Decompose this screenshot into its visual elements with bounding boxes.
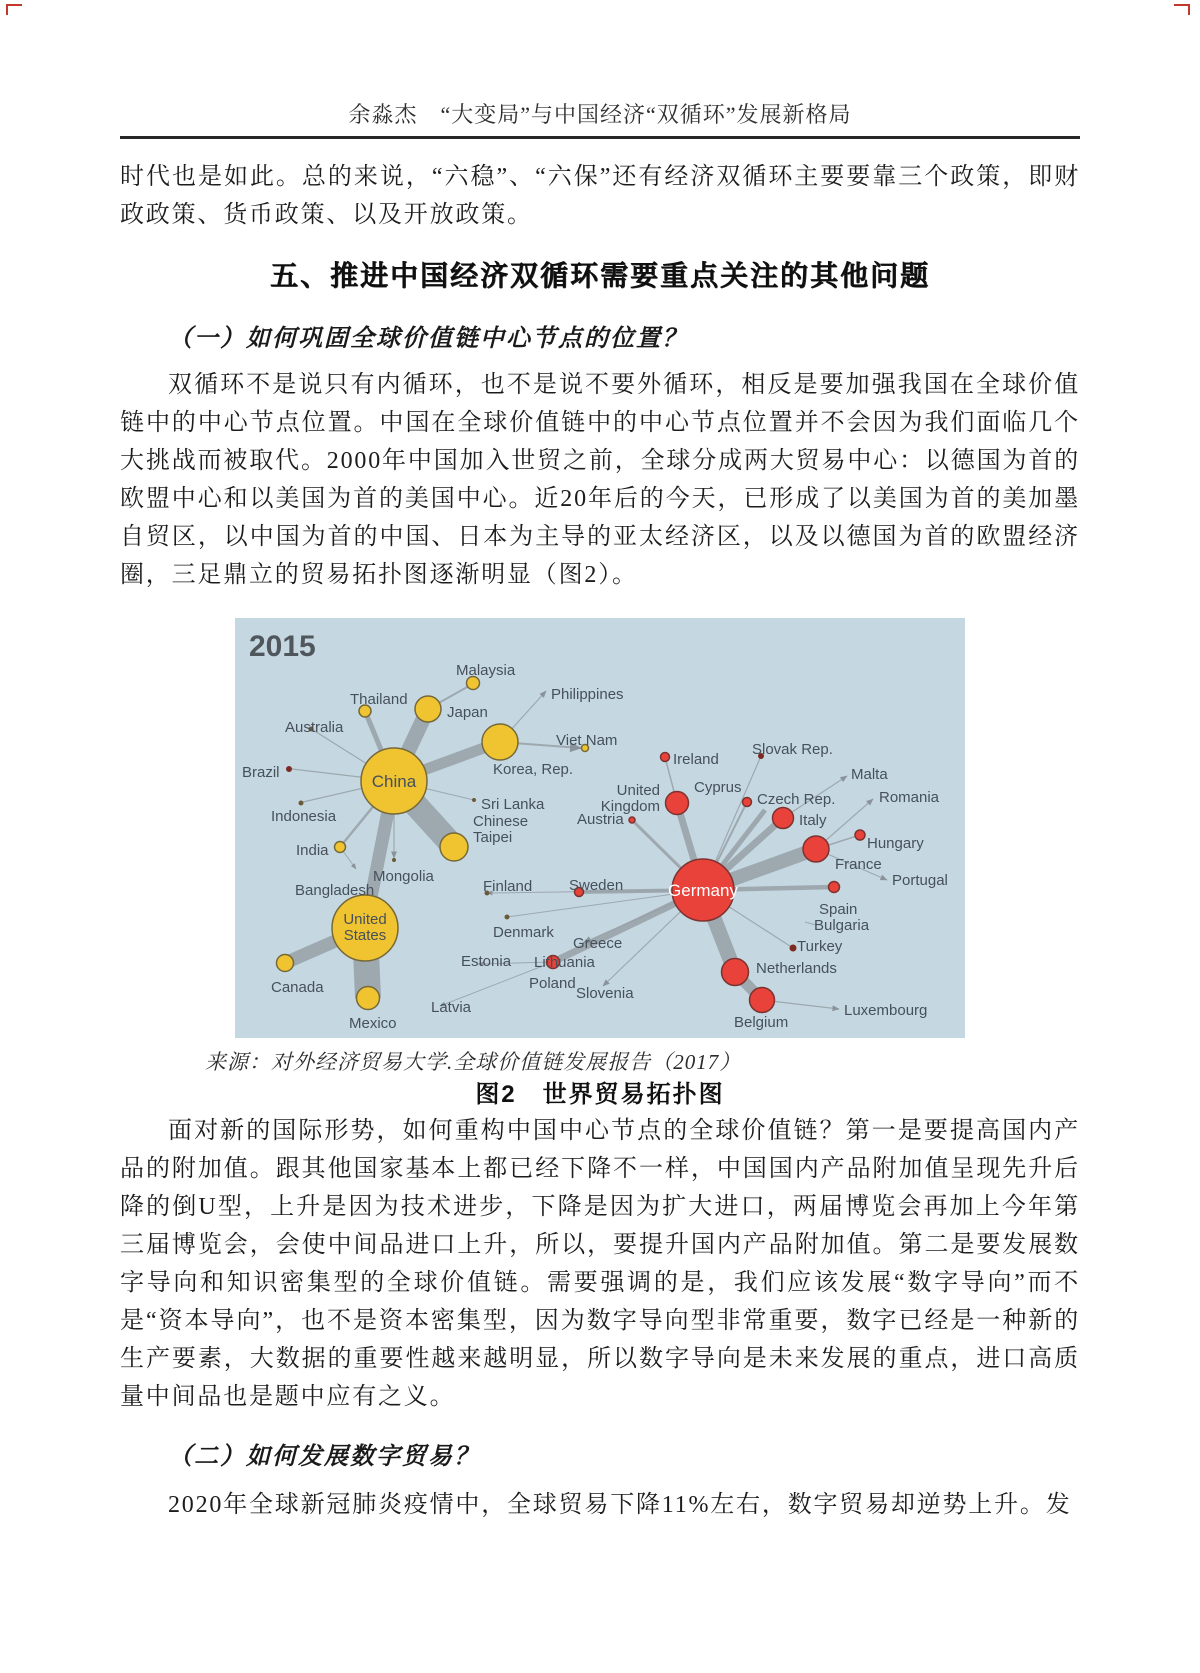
- svg-text:Lithuania: Lithuania: [534, 954, 595, 971]
- svg-text:Philippines: Philippines: [551, 686, 624, 703]
- svg-text:Mongolia: Mongolia: [373, 868, 434, 885]
- figure-2-trade-topology: [235, 618, 965, 1038]
- svg-text:Bangladesh: Bangladesh: [295, 882, 375, 899]
- paragraph-3: 2020年全球新冠肺炎疫情中，全球贸易下降11%左右，数字贸易却逆势上升。发: [168, 1492, 1072, 1518]
- svg-text:Viet Nam: Viet Nam: [556, 732, 618, 749]
- svg-text:Luxembourg: Luxembourg: [844, 1002, 928, 1019]
- crop-mark-top-right: [1174, 4, 1190, 15]
- svg-text:Netherlands: Netherlands: [756, 960, 837, 977]
- svg-text:Cyprus: Cyprus: [694, 779, 742, 796]
- svg-text:Japan: Japan: [447, 704, 488, 721]
- paragraph-intro: 时代也是如此。总的来说，“六稳”、“六保”还有经济双循环主要要靠三个政策，即财政政策、货币政策、以及开放政策。: [120, 164, 1080, 228]
- svg-text:France: France: [835, 856, 882, 873]
- svg-text:Austria: Austria: [577, 811, 624, 828]
- svg-text:Portugal: Portugal: [892, 872, 948, 889]
- svg-text:United: United: [343, 911, 387, 928]
- svg-text:Finland: Finland: [483, 878, 533, 895]
- svg-text:Latvia: Latvia: [431, 999, 472, 1016]
- crop-mark-top-left: [6, 4, 22, 15]
- svg-text:Indonesia: Indonesia: [271, 808, 337, 825]
- svg-text:Czech Rep.: Czech Rep.: [757, 791, 836, 808]
- svg-text:China: China: [371, 772, 417, 791]
- svg-text:Greece: Greece: [573, 935, 623, 952]
- svg-text:Denmark: Denmark: [493, 924, 554, 941]
- svg-text:Chinese: Chinese: [473, 813, 529, 830]
- svg-text:Bulgaria: Bulgaria: [814, 917, 870, 934]
- svg-text:Korea, Rep.: Korea, Rep.: [493, 761, 574, 778]
- svg-text:Hungary: Hungary: [867, 835, 924, 852]
- svg-text:States: States: [343, 927, 387, 944]
- figure-caption: 图2 世界贸易拓扑图: [475, 1081, 725, 1108]
- svg-text:Poland: Poland: [529, 975, 576, 992]
- svg-text:Mexico: Mexico: [349, 1015, 397, 1032]
- svg-text:Ireland: Ireland: [673, 751, 719, 768]
- svg-text:Slovenia: Slovenia: [576, 985, 634, 1002]
- svg-text:India: India: [296, 842, 329, 859]
- svg-text:Germany: Germany: [668, 881, 738, 900]
- svg-text:Sri Lanka: Sri Lanka: [481, 796, 545, 813]
- figure-source-note: 来源：对外经济贸易大学.全球价值链发展报告（2017）: [205, 1050, 742, 1074]
- header-rule: [120, 136, 1080, 139]
- svg-text:Canada: Canada: [271, 979, 324, 996]
- svg-text:Taipei: Taipei: [473, 829, 513, 846]
- svg-text:United: United: [616, 782, 660, 799]
- svg-text:Italy: Italy: [799, 812, 827, 829]
- svg-text:Australia: Australia: [285, 719, 344, 736]
- subsection-heading-2: （二）如何发展数字贸易？: [168, 1444, 480, 1470]
- svg-text:Kingdom: Kingdom: [600, 798, 660, 815]
- svg-text:Belgium: Belgium: [734, 1014, 789, 1031]
- svg-text:Brazil: Brazil: [242, 764, 280, 781]
- svg-text:Sweden: Sweden: [569, 877, 624, 894]
- paragraph-2: 面对新的国际形势，如何重构中国中心节点的全球价值链？第一是要提高国内产品的附加值。跟其他国家基本上都已经下降不一样，中国国内产品附加值呈现先升后降的倒U型，上升是因为技术进步，下降是因为扩大进口，两届博览会再加上今年第三届博览会，会使中间品进口上升，所以，要提升国内产品附加值。第二是要发展数字导向和知识密集型的全球价值链。需要强调的是，我们应该发展“数字导向”而不是“资本导向”，也不是资本密集型，因为数字导向型非常重要，数字已经是一种新的生产要素，大数据的重要性越来越明显，所以数字导向是未来发展的重点，进口高质量中间品也是题中应有之义。: [120, 1118, 1080, 1410]
- svg-text:Malta: Malta: [851, 766, 888, 783]
- svg-text:Slovak Rep.: Slovak Rep.: [752, 741, 833, 758]
- trade-network-svg: [235, 618, 965, 1038]
- svg-text:Thailand: Thailand: [350, 691, 408, 708]
- subsection-heading-1: （一）如何巩固全球价值链中心节点的位置？: [168, 326, 688, 352]
- svg-text:Estonia: Estonia: [461, 953, 512, 970]
- running-header: 余淼杰 “大变局”与中国经济“双循环”发展新格局: [348, 102, 852, 127]
- svg-text:2015: 2015: [249, 630, 316, 663]
- paragraph-1: 双循环不是说只有内循环，也不是说不要外循环，相反是要加强我国在全球价值链中的中心节点位置。中国在全球价值链中的中心节点位置并不会因为我们面临几个大挑战而被取代。2000年中国加入世贸之前，全球分成两大贸易中心：以德国为首的欧盟中心和以美国为首的美国中心。近20年后的今天，已形成了以美国为首的美加墨自贸区，以中国为首的中国、日本为主导的亚太经济区，以及以德国为首的欧盟经济圈，三足鼎立的贸易拓扑图逐渐明显（图2）。: [120, 372, 1080, 588]
- svg-text:Spain: Spain: [819, 901, 858, 918]
- section-heading-5: 五、推进中国经济双循环需要重点关注的其他问题: [269, 260, 930, 291]
- svg-text:Romania: Romania: [879, 789, 940, 806]
- svg-text:Turkey: Turkey: [797, 938, 843, 955]
- svg-text:Malaysia: Malaysia: [456, 662, 516, 679]
